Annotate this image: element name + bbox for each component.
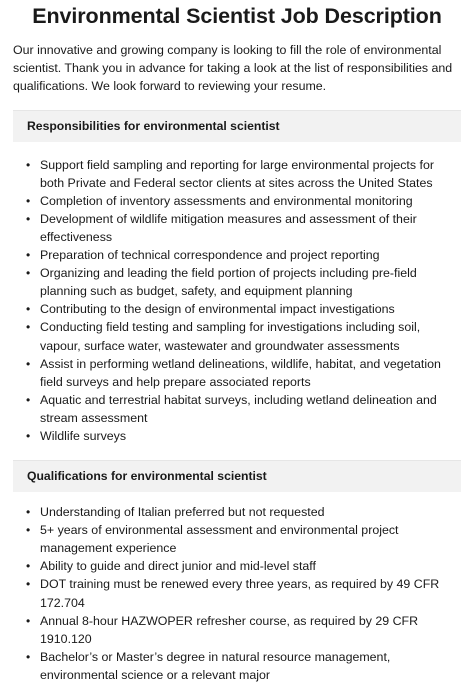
list-item [26,648,461,684]
bullet-icon: • [26,505,31,520]
bullet-icon: • [26,429,31,444]
list-item [26,427,461,445]
page-title: Environmental Scientist Job Description [32,4,442,28]
list-item-text: Preparation of technical correspondence and project reporting [40,248,380,263]
bullet-icon: • [26,302,31,317]
intro-paragraph: Our innovative and growing company is looking to fill the role of environmental scientist. Thank you in advance for taking a look at the list of responsibilities and qualifications. We look forward to reviewing your resume. [13,43,453,94]
bullet-icon: • [26,157,31,172]
list-item [26,210,461,246]
list-item [26,246,461,264]
bullet-icon: • [26,320,31,335]
list-item-text: Completion of inventory assessments and environmental monitoring [40,193,413,208]
bullet-icon: • [26,613,31,628]
qualifications-list [13,503,461,684]
bullet-icon: • [26,356,31,371]
responsibilities-list [13,156,461,446]
list-item-text: Understanding of Italian preferred but not requested [40,505,325,520]
list-item-text: Support field sampling and reporting for large environmental projects for both Private and Federal sector clients at sites across the United States [40,157,434,190]
bullet-icon: • [26,559,31,574]
bullet-icon: • [26,523,31,538]
list-item-text: Development of wildlife mitigation measures and assessment of their effectiveness [40,211,417,244]
list-item [26,557,461,575]
list-item [26,192,461,210]
bullet-icon: • [26,193,31,208]
list-item [26,355,461,391]
list-item-text: Organizing and leading the field portion of projects including pre-field planning such as budget, safety, and equipment planning [40,266,417,299]
list-item [26,521,461,557]
list-item-text: 5+ years of environmental assessment and environmental project management experience [40,523,399,556]
list-item-text: Aquatic and terrestrial habitat surveys, including wetland delineation and stream assessment [40,392,437,425]
list-item [26,318,461,354]
list-item-text: Bachelor’s or Master’s degree in natural resource management, environmental science or a relevant major [40,649,391,682]
list-item-text: DOT training must be renewed every three years, as required by 49 CFR 172.704 [40,577,440,610]
list-item-text: Wildlife surveys [40,429,127,444]
list-item-text: Annual 8-hour HAZWOPER refresher course, as required by 29 CFR 1910.120 [40,613,419,646]
bullet-icon: • [26,392,31,407]
bullet-icon: • [26,577,31,592]
list-item-text: Conducting field testing and sampling for investigations including soil, vapour, surface water, wastewater and groundwater assessments [40,320,421,353]
responsibilities-heading: Responsibilities for environmental scientist [13,110,461,142]
list-item [26,503,461,521]
list-item [26,391,461,427]
bullet-icon: • [26,248,31,263]
list-item-text: Assist in performing wetland delineations, wildlife, habitat, and vegetation field surveys and help prepare associated reports [40,356,441,389]
list-item-text: Contributing to the design of environmental impact investigations [40,302,395,317]
bullet-icon: • [26,211,31,226]
bullet-icon: • [26,266,31,281]
list-item [26,575,461,611]
list-item [26,612,461,648]
bullet-icon: • [26,649,31,664]
list-item [26,264,461,300]
list-item-text: Ability to guide and direct junior and mid-level staff [40,559,316,574]
qualifications-heading: Qualifications for environmental scientist [13,460,461,492]
list-item [26,300,461,318]
list-item [26,156,461,192]
